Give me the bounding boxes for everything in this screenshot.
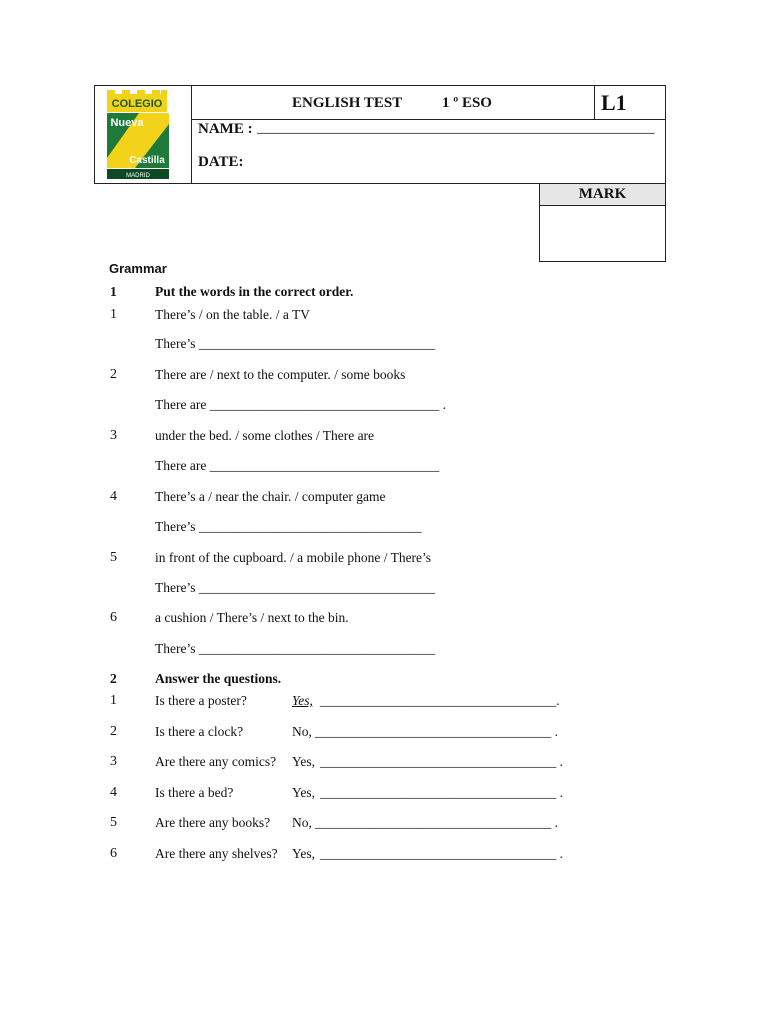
answer-line[interactable]: There’s ___________________________________ xyxy=(155,580,436,595)
logo-line2: Castilla xyxy=(129,155,165,166)
school-logo xyxy=(95,86,191,183)
question-text: Is there a poster? xyxy=(155,693,247,708)
exercise2-number: 2 xyxy=(110,671,117,686)
test-level: 1 º ESO xyxy=(442,95,492,111)
mark-box xyxy=(539,184,666,262)
exercise1-instruction: Put the words in the correct order. xyxy=(155,284,354,299)
item-number: 5 xyxy=(110,815,117,830)
item-prompt: under the bed. / some clothes / There are xyxy=(155,428,375,443)
question-text: Are there any books? xyxy=(155,815,271,830)
answer-line[interactable]: There’s ___________________________________ xyxy=(155,336,436,351)
section-heading-grammar: Grammar xyxy=(109,261,167,276)
logo-bottom-text: MADRID xyxy=(126,173,150,179)
name-field[interactable]: _____________________________________________________ xyxy=(257,120,655,136)
answer-start: Yes, xyxy=(292,693,313,708)
answer-line[interactable]: ___________________________________ . xyxy=(320,846,563,861)
date-label: DATE: xyxy=(198,154,244,170)
answer-line[interactable]: ___________________________________ . xyxy=(315,815,558,830)
answer-line[interactable]: There are __________________________________ xyxy=(155,458,440,473)
name-label: NAME : xyxy=(198,121,253,137)
answer-line[interactable]: ___________________________________ . xyxy=(320,754,563,769)
answer-line[interactable]: There’s _________________________________ xyxy=(155,519,422,534)
item-number: 3 xyxy=(110,428,117,443)
answer-line[interactable]: ___________________________________ . xyxy=(320,785,563,800)
header-table xyxy=(94,85,666,184)
answer-line[interactable]: ___________________________________. xyxy=(320,693,560,708)
question-text: Are there any shelves? xyxy=(155,846,278,861)
answer-start: No, xyxy=(292,815,312,830)
item-number: 6 xyxy=(110,610,117,625)
item-number: 2 xyxy=(110,724,117,739)
item-number: 5 xyxy=(110,550,117,565)
question-text: Is there a bed? xyxy=(155,785,234,800)
item-number: 4 xyxy=(110,489,117,504)
answer-line[interactable]: ___________________________________ . xyxy=(315,724,558,739)
item-number: 6 xyxy=(110,846,117,861)
answer-start: Yes, xyxy=(292,754,316,769)
exercise1-number: 1 xyxy=(110,284,117,299)
mark-label: MARK xyxy=(540,184,665,206)
logo-line1: Nueva xyxy=(110,117,144,129)
logo-top-text: COLEGIO xyxy=(111,98,163,110)
item-prompt: a cushion / There’s / next to the bin. xyxy=(155,610,349,625)
item-number: 1 xyxy=(110,693,117,708)
answer-line[interactable]: There are __________________________________ . xyxy=(155,397,446,412)
question-text: Is there a clock? xyxy=(155,724,244,739)
test-code: L1 xyxy=(601,90,627,115)
exercise2-instruction: Answer the questions. xyxy=(155,671,282,686)
item-number: 2 xyxy=(110,367,117,382)
answer-line[interactable]: There’s ___________________________________ xyxy=(155,641,436,656)
test-title: ENGLISH TEST xyxy=(292,95,403,111)
logo-cell xyxy=(95,86,192,183)
code-cell xyxy=(594,86,666,120)
item-prompt: in front of the cupboard. / a mobile phone / There’s xyxy=(155,550,432,565)
item-prompt: There’s a / near the chair. / computer game xyxy=(155,489,386,504)
answer-start: Yes, xyxy=(292,846,316,861)
answer-start: No, xyxy=(292,724,312,739)
item-prompt: There are / next to the computer. / some books xyxy=(155,367,406,382)
item-number: 3 xyxy=(110,754,117,769)
item-number: 1 xyxy=(110,307,117,322)
question-text: Are there any comics? xyxy=(155,754,277,769)
item-prompt: There’s / on the table. / a TV xyxy=(155,307,310,322)
answer-start: Yes, xyxy=(292,785,316,800)
item-number: 4 xyxy=(110,785,117,800)
title-row xyxy=(191,86,594,120)
